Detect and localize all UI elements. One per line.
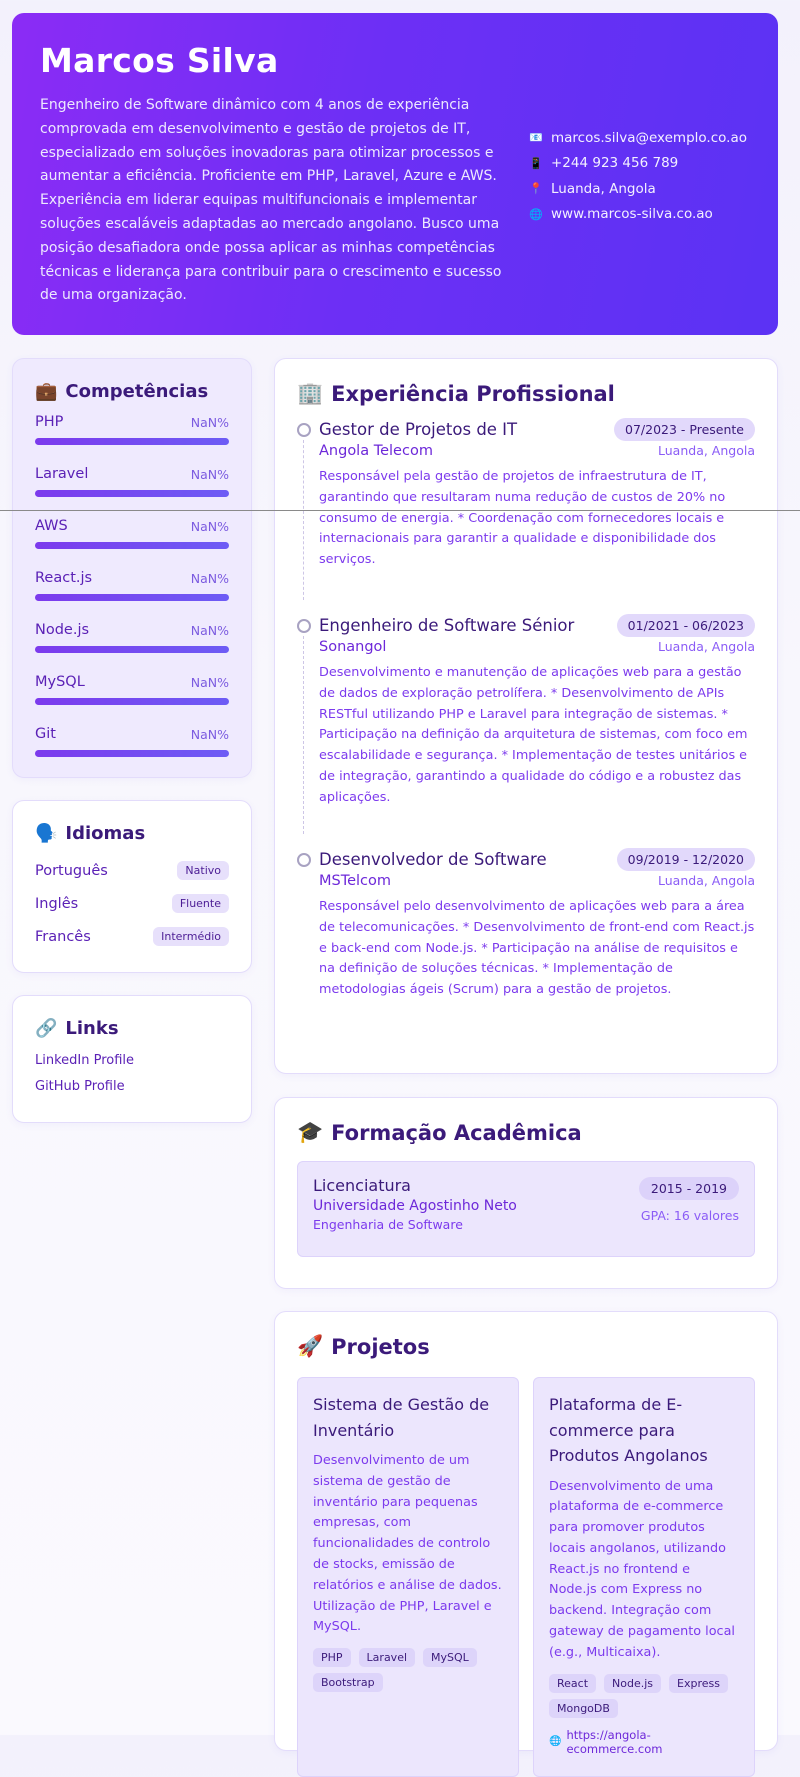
languages-title xyxy=(35,823,229,844)
phone-icon: 📱 xyxy=(529,156,543,170)
projects-title-text: Projetos xyxy=(331,1334,430,1359)
skill-name: AWS xyxy=(35,518,68,534)
office-building-icon: 🏢 xyxy=(297,381,324,405)
languages-card xyxy=(12,800,252,973)
briefcase-icon: 💼 xyxy=(35,381,58,402)
project-title: Plataforma de E-commerce para Produtos Angolanos xyxy=(549,1395,708,1465)
education-years-badge: 2015 - 2019 xyxy=(639,1177,739,1200)
globe-icon: 🌐 xyxy=(529,207,543,221)
skill-item xyxy=(35,460,229,497)
skill-percent: NaN% xyxy=(190,674,229,690)
skill-percent: NaN% xyxy=(190,622,229,638)
skill-name: Node.js xyxy=(35,622,90,638)
skill-bar xyxy=(35,594,229,601)
project-title: Sistema de Gestão de Inventário xyxy=(313,1395,490,1440)
job-title: Gestor de Projetos de IT xyxy=(319,420,518,439)
skill-bar xyxy=(35,542,229,549)
job-location: Luanda, Angola xyxy=(658,873,755,888)
skill-item xyxy=(35,512,229,549)
timeline-line xyxy=(303,636,304,834)
skill-bar xyxy=(35,646,229,653)
education-title xyxy=(297,1120,755,1145)
experience-title-text: Experiência Profissional xyxy=(331,381,615,406)
skill-percent: NaN% xyxy=(190,518,229,534)
links-title xyxy=(35,1018,229,1039)
language-name: Português xyxy=(35,862,108,879)
job-location: Luanda, Angola xyxy=(658,443,755,458)
job-entry xyxy=(297,418,755,614)
skill-name: PHP xyxy=(35,414,64,430)
skill-bar xyxy=(35,750,229,757)
tech-tag: React xyxy=(549,1674,596,1693)
language-name: Inglês xyxy=(35,895,79,912)
contact-location-text: Luanda, Angola xyxy=(551,180,656,197)
job-description: Desenvolvimento e manutenção de aplicações web para a gestão de dados de exploração petrolífera. * Desenvolvimento de APIs RESTful utilizando PHP e Laravel para integração de sistemas. * Participação na definição da arquitetura de sistemas, com foco em escalabilidade e segurança. * Implementação de testes unitários e de integração, garantindo a qualidade do código e a robustez das aplicações. xyxy=(319,665,748,805)
job-entry xyxy=(297,614,755,848)
job-title: Desenvolvedor de Software xyxy=(319,850,547,869)
job-description: Responsável pela gestão de projetos de infraestrutura de IT, garantindo que resultaram numa redução de custos de 20% no consumo de energia. * Coordenação com fornecedores locais e internacionais para garantir a qualidade e disponibilidade dos serviços. xyxy=(319,469,726,568)
skill-bar xyxy=(35,438,229,445)
education-entry xyxy=(297,1161,755,1257)
job-location: Luanda, Angola xyxy=(658,639,755,654)
skill-item xyxy=(35,616,229,653)
project-link-text[interactable]: https://angola-ecommerce.com xyxy=(566,1727,663,1756)
language-level-badge: Fluente xyxy=(172,894,229,913)
projects-grid xyxy=(297,1377,755,1777)
timeline-line xyxy=(303,440,304,600)
location-pin-icon: 📍 xyxy=(529,182,543,196)
skill-item xyxy=(35,564,229,601)
contact-phone-text: +244 923 456 789 xyxy=(551,155,679,172)
tech-tag: PHP xyxy=(313,1648,351,1667)
gpa: GPA: 16 valores xyxy=(640,1208,739,1223)
speaking-head-icon: 🗣️ xyxy=(35,823,58,844)
skill-name: Git xyxy=(35,726,56,742)
job-title: Engenheiro de Software Sénior xyxy=(319,616,575,635)
language-item xyxy=(35,920,229,953)
education-title-text: Formação Acadêmica xyxy=(331,1120,582,1145)
job-description: Responsável pelo desenvolvimento de aplicações web para a área de telecomunicações. * Desenvolvimento de front-end com React.js e back-end com Node.js. * Participação na análise de requisitos e na definição de soluções técnicas. * Implementação de metodologias ágeis (Scrum) para a gestão de projetos. xyxy=(319,899,755,998)
email-icon: 📧 xyxy=(529,131,543,145)
globe-icon: 🌐 xyxy=(549,1736,562,1748)
project-description: Desenvolvimento de um sistema de gestão de inventário para pequenas empresas, com funcionalidades de controlo de stocks, emissão de relatórios e análise de dados. Utilização de PHP, Laravel e MySQL. xyxy=(313,1453,502,1635)
skill-bar xyxy=(35,698,229,705)
project-link[interactable] xyxy=(549,1728,739,1756)
contact-info xyxy=(529,125,747,227)
skill-item xyxy=(35,668,229,705)
contact-location xyxy=(529,176,747,202)
job-company: Angola Telecom xyxy=(319,443,433,459)
project-description: Desenvolvimento de uma plataforma de e-commerce para promover produtos locais angolanos, utilizando React.js no frontend e Node.js com Express no backend. Integração com gateway de pagamento local (e.g., Multicaixa). xyxy=(549,1478,735,1660)
skill-percent: NaN% xyxy=(190,570,229,586)
language-item xyxy=(35,887,229,920)
skill-item xyxy=(35,720,229,757)
screenshot-divider-line xyxy=(0,510,800,511)
skill-percent: NaN% xyxy=(190,414,229,430)
timeline-dot xyxy=(297,853,311,867)
project-tags xyxy=(313,1648,503,1692)
timeline-dot xyxy=(297,619,311,633)
contact-email-text: marcos.silva@exemplo.co.ao xyxy=(551,129,747,146)
tech-tag: Express xyxy=(669,1674,728,1693)
languages-title-text: Idiomas xyxy=(65,823,146,844)
language-name: Francês xyxy=(35,928,91,945)
skills-title-text: Competências xyxy=(65,381,209,402)
tech-tag: Laravel xyxy=(359,1648,415,1667)
job-date-badge: 09/2019 - 12/2020 xyxy=(617,848,755,871)
language-item xyxy=(35,854,229,887)
contact-email[interactable] xyxy=(529,125,747,151)
linkedin-link[interactable]: LinkedIn Profile xyxy=(35,1053,135,1068)
project-tags xyxy=(549,1674,739,1718)
resume-header xyxy=(12,13,778,335)
skill-name: Laravel xyxy=(35,466,89,482)
professional-summary: Engenheiro de Software dinâmico com 4 anos de experiência comprovada em desenvolvimento e gestão de projetos de IT, especializado em soluções inovadoras para otimizar processos e aumentar a eficiência. Proficiente em PHP, Laravel, Azure e AWS. Experiência em liderar equipas multifuncionais e implementar soluções escaláveis adaptadas ao mercado angolano. Busco uma posição desafiadora onde possa aplicar as minhas competências técnicas e liderança para contribuir para o crescimento e sucesso de uma organização. xyxy=(40,97,502,304)
timeline-dot xyxy=(297,423,311,437)
university: Universidade Agostinho Neto xyxy=(313,1198,517,1214)
degree: Licenciatura xyxy=(313,1176,411,1195)
field-of-study: Engenharia de Software xyxy=(313,1217,463,1232)
rocket-icon: 🚀 xyxy=(297,1334,324,1358)
links-card xyxy=(12,995,252,1123)
links-title-text: Links xyxy=(65,1018,119,1039)
project-card xyxy=(297,1377,519,1777)
projects-title xyxy=(297,1334,755,1359)
skill-name: React.js xyxy=(35,570,93,586)
project-card xyxy=(533,1377,755,1777)
contact-website[interactable] xyxy=(529,202,747,228)
job-date-badge: 07/2023 - Presente xyxy=(614,418,755,441)
contact-phone[interactable] xyxy=(529,151,747,177)
language-level-badge: Intermédio xyxy=(153,927,229,946)
projects-card xyxy=(274,1311,778,1756)
language-level-badge: Nativo xyxy=(177,861,229,880)
tech-tag: Node.js xyxy=(604,1674,661,1693)
skill-name: MySQL xyxy=(35,674,85,690)
skill-percent: NaN% xyxy=(190,466,229,482)
tech-tag: Bootstrap xyxy=(313,1673,383,1692)
tech-tag: MySQL xyxy=(423,1648,477,1667)
job-date-badge: 01/2021 - 06/2023 xyxy=(617,614,755,637)
skills-card xyxy=(12,358,252,778)
github-link[interactable]: GitHub Profile xyxy=(35,1079,125,1094)
job-company: Sonangol xyxy=(319,639,387,655)
experience-title xyxy=(297,381,755,406)
job-company: MSTelcom xyxy=(319,873,392,889)
skill-item xyxy=(35,408,229,445)
graduation-cap-icon: 🎓 xyxy=(297,1120,324,1144)
skill-percent: NaN% xyxy=(190,726,229,742)
link-icon: 🔗 xyxy=(35,1018,58,1039)
education-card xyxy=(274,1097,778,1289)
job-entry xyxy=(297,848,755,1001)
skills-title xyxy=(35,381,229,402)
experience-card xyxy=(274,358,778,1074)
candidate-name: Marcos Silva xyxy=(40,41,279,80)
tech-tag: MongoDB xyxy=(549,1699,618,1718)
contact-website-text: www.marcos-silva.co.ao xyxy=(551,206,713,223)
skill-bar xyxy=(35,490,229,497)
